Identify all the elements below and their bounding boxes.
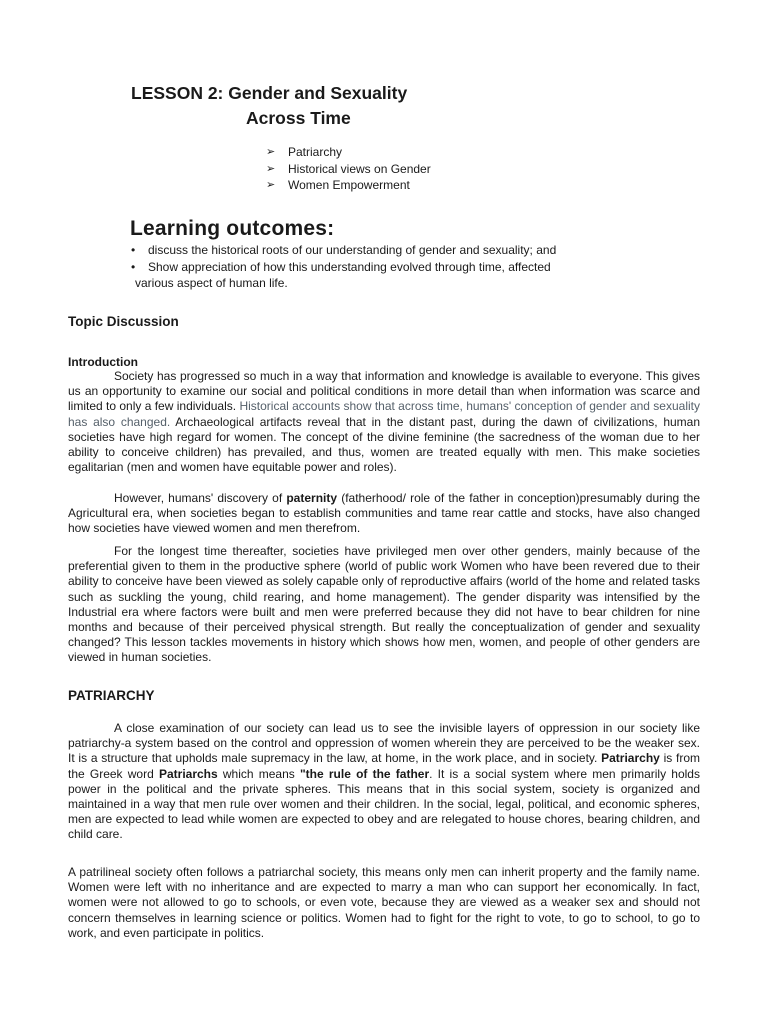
- arrow-bullet-icon: ➢: [266, 179, 276, 191]
- topic-item: [266, 161, 431, 178]
- arrow-bullet-icon: ➢: [266, 162, 276, 175]
- patri-text-a: A close examination of our society can lead us to see the invisible layers of oppression in our society like patriarchy-a system based on the control and oppression of women wherein they are perceived to be the weaker sex. It is a structure that upholds male supremacy in the law, at home, in the work place, and in society.: [68, 721, 700, 766]
- patriarchs-term: Patriarchs: [158, 766, 218, 781]
- intro-text-c: Archaeological artifacts reveal that in the distant past, during the dawn of civilizations, human societies have high regard for women. The concept of the divine feminine (the sacredness of the woman due to her ability to conceive children) has prevailed, and thus, women are treated equally with men. This make societies egalitarian (men and women have equitable power and roles).: [68, 414, 701, 475]
- intro-text-b: Historical accounts show that across time, humans' conception of gender and sexuality has also changed.: [68, 399, 700, 429]
- topic-label: Historical views on Gender: [288, 161, 431, 176]
- bullet-dot-icon: •: [131, 243, 136, 257]
- paternity-term: paternity: [286, 491, 338, 505]
- outcome-text: Show appreciation of how this understanding evolved through time, affected: [148, 259, 551, 274]
- learning-outcomes-list: [131, 242, 651, 292]
- intro-p2-a: However, humans' discovery of: [114, 491, 283, 505]
- outcome-text: discuss the historical roots of our understanding of gender and sexuality; and: [148, 243, 557, 257]
- topic-label: Patriarchy: [288, 145, 343, 159]
- lesson-title-line-2: Across Time: [246, 108, 351, 128]
- topic-item: [266, 144, 431, 161]
- topic-label: Women Empowerment: [288, 178, 410, 192]
- topic-item: [266, 177, 431, 194]
- bullet-dot-icon: •: [131, 259, 136, 274]
- patri-text-e: which means: [222, 766, 295, 781]
- outcome-continuation: various aspect of human life.: [135, 276, 288, 290]
- patriarchy-paragraph-1: [68, 721, 700, 843]
- topic-discussion-heading: Topic Discussion: [68, 314, 179, 329]
- rule-of-father-term: "the rule of the father: [299, 766, 430, 781]
- patriarchy-term: Patriarchy: [601, 751, 660, 766]
- patri-text-g: . It is a social system where men primarily holds power in the political and the private spheres. This means that in this social system, society is organized and maintained in a way that men rule over women and their children. In the social, legal, political, and economic spheres, men are expected to lead while women are expected to obey and are relegated to house chores, bearing children, and child care.: [68, 766, 700, 842]
- outcome-item: [131, 242, 651, 259]
- introduction-paragraph-3: For the longest time thereafter, societies have privileged men over other genders, mainly because of the preferential given to them in the productive sphere (world of public work Women who have been revered due to their ability to conceive have been viewed as solely capable only of reproductive affairs (world of the home and related tasks such as suckling the young, child rearing, and home management). The gender disparity was intensified by the Industrial era where factors were built and men were preferred because they did not have to bear children for nine months and because of their perceived physical strength. But really the conceptualization of gender and sexuality changed? This lesson tackles movements in history which shows how men, women, and people of other genders are viewed in human societies.: [68, 544, 700, 665]
- intro-p2-c: (fatherhood/ role of the father in conception)presumably during the Agricultural era, when societies began to establish communities and tame rear cattle and stocks, have also changed how societies have viewed women and men therefrom.: [68, 491, 701, 536]
- arrow-bullet-icon: ➢: [266, 146, 276, 158]
- lesson-title-line-1: LESSON 2: Gender and Sexuality: [131, 83, 408, 103]
- patri-text-c: is from the Greek word: [68, 751, 701, 781]
- lesson-title: [131, 81, 407, 131]
- introduction-paragraph-2: [68, 491, 700, 537]
- patriarchy-heading: PATRIARCHY: [68, 688, 155, 703]
- introduction-paragraph-1: [68, 369, 700, 475]
- outcome-item: [131, 259, 651, 276]
- learning-outcomes-heading: Learning outcomes:: [130, 217, 335, 240]
- introduction-heading: Introduction: [68, 355, 138, 369]
- patriarchy-paragraph-2: A patrilineal society often follows a patriarchal society, this means only men can inherit property and the family name. Women were left with no inheritance and are expected to marry a man who can support her economically. In fact, women were not allowed to go to schools, or even vote, because they are viewed as a weaker sex and should not concern themselves in learning science or politics. Women had to fight for the right to vote, to go to school, to go to work, and even participate in politics.: [68, 865, 700, 940]
- intro-text-a: Society has progressed so much in a way that information and knowledge is available to everyone. This gives us an opportunity to examine our social and political conditions in more detail than when information was scarce and limited to only a few individuals.: [68, 369, 700, 414]
- topic-list: [266, 144, 431, 194]
